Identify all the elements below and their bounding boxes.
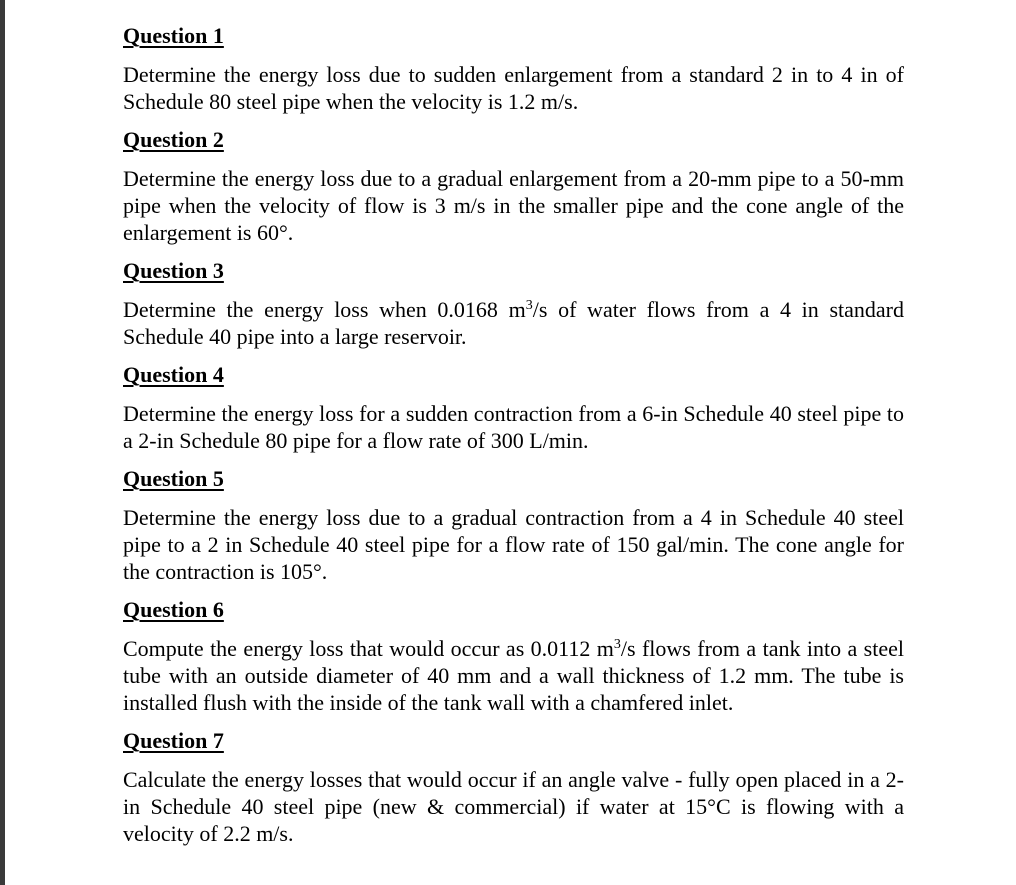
- question-block-1: [123, 21, 904, 115]
- question-text-6-part-2: /s flows from a tank into a steel tube with an outside diameter of 40 mm and a wall thickness of 1.2 mm. The tube is installed flush with the inside of the tank wall with a chamfered inlet.: [123, 636, 904, 715]
- question-heading-7: Question 7: [123, 728, 224, 753]
- question-text-3-part-1: Determine the energy loss when 0.0168 m: [123, 297, 526, 322]
- question-block-4: [123, 360, 904, 454]
- question-block-3: [123, 256, 904, 350]
- question-text-6-part-1: Compute the energy loss that would occur as 0.0112 m: [123, 636, 614, 661]
- questions-list: [123, 21, 904, 857]
- question-text-4: Determine the energy loss for a sudden contraction from a 6-in Schedule 40 steel pipe to a 2-in Schedule 80 pipe for a flow rate of 300 L/min.: [123, 401, 904, 453]
- question-heading-2: Question 2: [123, 127, 224, 152]
- question-block-6: [123, 595, 904, 716]
- question-heading-5: Question 5: [123, 466, 224, 491]
- question-heading-3: Question 3: [123, 258, 224, 283]
- question-heading-4: Question 4: [123, 362, 224, 387]
- question-block-5: [123, 464, 904, 585]
- question-text-7: Calculate the energy losses that would occur if an angle valve - fully open placed in a 2-in Schedule 40 steel pipe (new & commercial) if water at 15°C is flowing with a velocity of 2.2 m/s.: [123, 767, 904, 846]
- question-text-1: Determine the energy loss due to sudden enlargement from a standard 2 in to 4 in of Schedule 80 steel pipe when the velocity is 1.2 m/s.: [123, 62, 904, 114]
- question-block-7: [123, 726, 904, 847]
- question-text-6-exponent: 3: [613, 637, 621, 652]
- question-text-6: [123, 635, 904, 716]
- question-heading-1: Question 1: [123, 23, 224, 48]
- question-heading-6: Question 6: [123, 597, 224, 622]
- question-text-3-exponent: 3: [525, 298, 533, 313]
- question-text-3-part-2: /s of water flows from a 4 in standard Schedule 40 pipe into a large reservoir.: [123, 297, 904, 349]
- question-text-3: [123, 296, 904, 350]
- left-edge-border: [0, 0, 5, 885]
- question-text-5: Determine the energy loss due to a gradual contraction from a 4 in Schedule 40 steel pipe to a 2 in Schedule 40 steel pipe for a flow rate of 150 gal/min. The cone angle for the contraction is 105°.: [123, 505, 904, 584]
- question-block-2: [123, 125, 904, 246]
- question-text-2: Determine the energy loss due to a gradual enlargement from a 20-mm pipe to a 50-mm pipe when the velocity of flow is 3 m/s in the smaller pipe and the cone angle of the enlargement is 60°.: [123, 166, 904, 245]
